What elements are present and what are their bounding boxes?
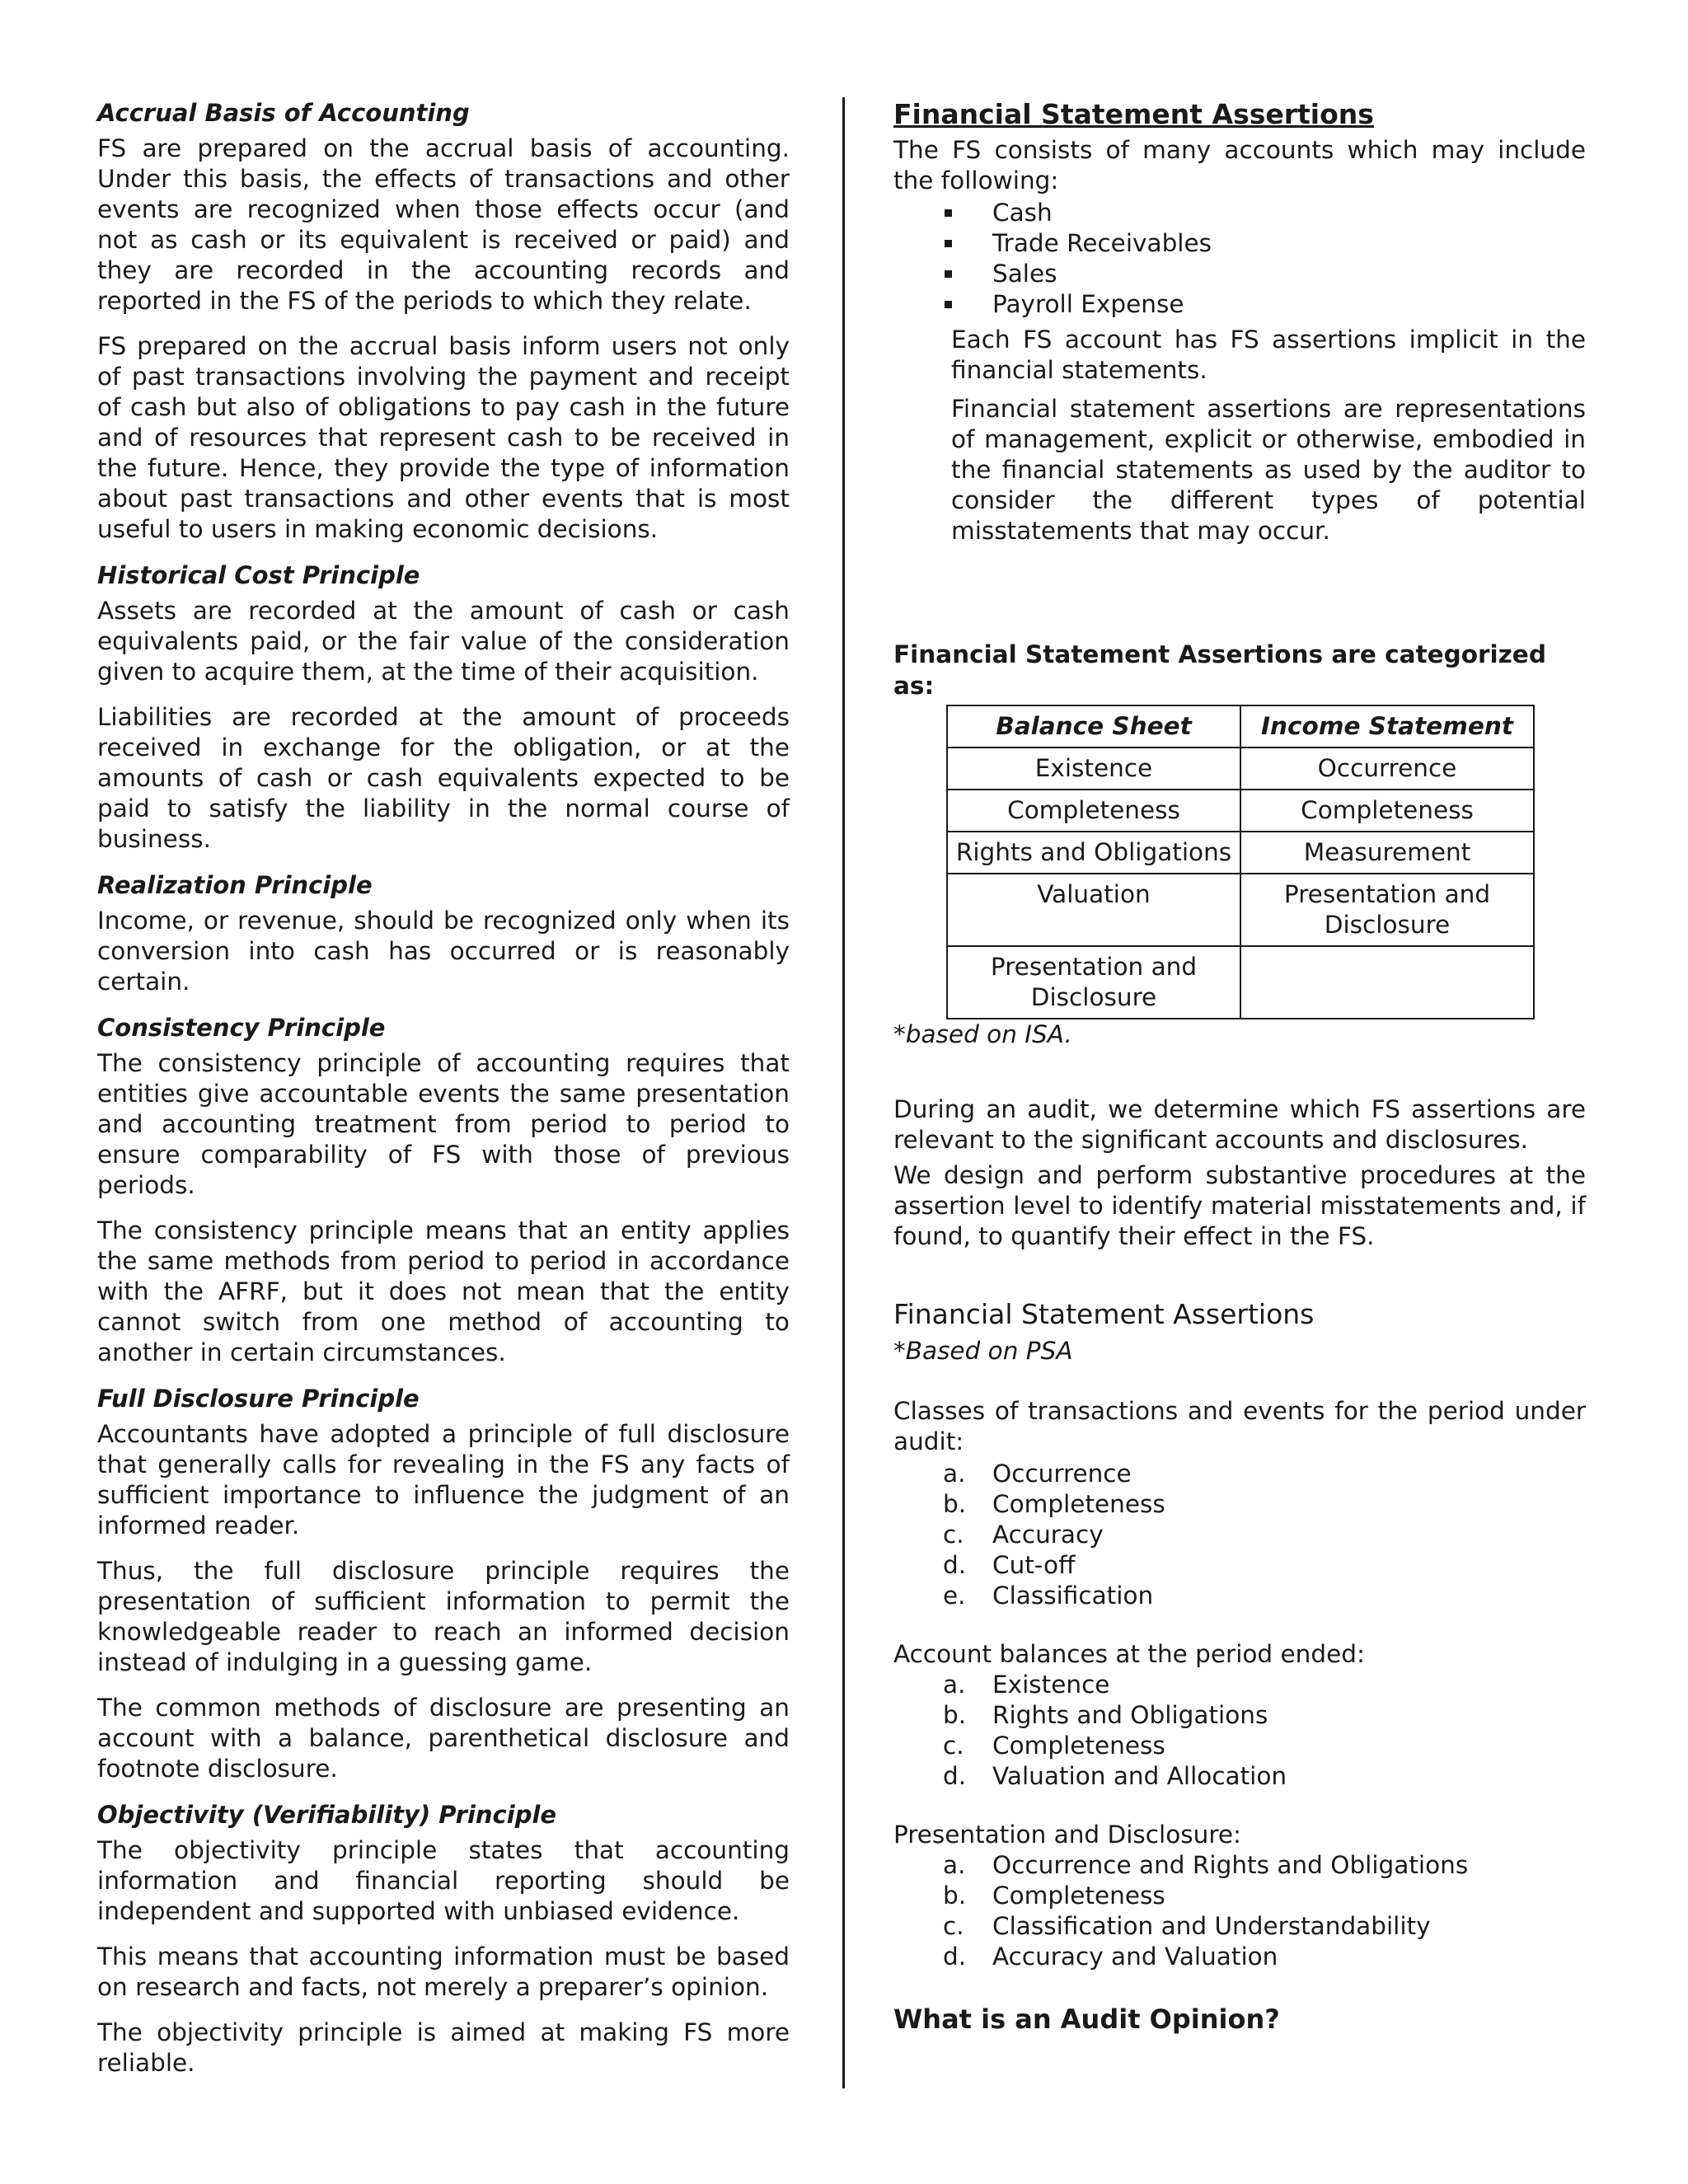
historical-cost-paragraph-1: Assets are recorded at the amount of cash or cash equivalents paid, or the fair value of the consideration given to acquire them, at the time of their acquisition.	[97, 597, 790, 686]
table-cell	[1240, 946, 1534, 1019]
list-item	[893, 1489, 1586, 1520]
realization-heading: Realization Principle	[97, 871, 373, 899]
fs-intro: The FS consists of many accounts which may include the following:	[893, 136, 1586, 194]
psa-title: Financial Statement Assertions	[893, 1298, 1315, 1330]
table-row	[947, 874, 1534, 946]
table-cell: Valuation	[947, 874, 1240, 946]
list-text: Existence	[992, 1671, 1110, 1699]
table-row	[947, 748, 1534, 790]
assertions-paragraph-1: Each FS account has FS assertions implicit in the financial statements.	[951, 326, 1586, 384]
categorized-heading: Financial Statement Assertions are categorized as:	[893, 640, 1546, 700]
table-cell: Measurement	[1240, 832, 1534, 874]
table-row	[947, 946, 1534, 1019]
table-cell: Completeness	[1240, 790, 1534, 832]
list-label: e.	[943, 1582, 966, 1610]
list-text: Rights and Obligations	[992, 1701, 1268, 1729]
left-column	[97, 97, 790, 2093]
list-text: Occurrence	[992, 1460, 1132, 1488]
balances-intro: Account balances at the period ended:	[893, 1640, 1365, 1668]
objectivity-heading: Objectivity (Verifiability) Principle	[97, 1801, 557, 1829]
consistency-heading: Consistency Principle	[97, 1014, 386, 1042]
table-row	[947, 832, 1534, 874]
list-item: Cash	[893, 198, 1586, 228]
table-cell: Occurrence	[1240, 748, 1534, 790]
list-item	[893, 1459, 1586, 1489]
accrual-paragraph-2: FS prepared on the accrual basis inform users not only of past transactions involving the payment and receipt of cash but also of obligations to pay cash in the future and of resources that represent cash to be received in the future. Hence, they provide the type of information about past transactions and other events that is most useful to users in making economic decisions.	[97, 332, 790, 543]
objectivity-paragraph-2: This means that accounting information must be based on research and facts, not merely a preparer’s opinion.	[97, 1943, 790, 2001]
list-label: d.	[943, 1943, 967, 1971]
accrual-heading: Accrual Basis of Accounting	[97, 99, 470, 127]
realization-paragraph-1: Income, or revenue, should be recognized only when its conversion into cash has occurred or is reasonably certain.	[97, 907, 790, 996]
column-divider	[842, 97, 845, 2088]
list-text: Classification	[992, 1582, 1154, 1610]
full-disclosure-paragraph-3: The common methods of disclosure are presenting an account with a balance, parenthetical disclosure and footnote disclosure.	[97, 1694, 790, 1783]
table-cell: Presentation and Disclosure	[947, 946, 1240, 1019]
list-item: Sales	[893, 259, 1586, 289]
list-item	[893, 1581, 1586, 1611]
list-item: Trade Receivables	[893, 228, 1586, 259]
list-label: a.	[943, 1851, 966, 1879]
list-label: b.	[943, 1490, 967, 1518]
isa-note: *based on ISA.	[893, 1020, 1072, 1048]
table-header-row	[947, 705, 1534, 748]
table-cell: Presentation and Disclosure	[1240, 874, 1534, 946]
list-label: d.	[943, 1551, 967, 1579]
classes-intro: Classes of transactions and events for the period under audit:	[893, 1397, 1586, 1455]
full-disclosure-heading: Full Disclosure Principle	[97, 1385, 420, 1413]
full-disclosure-paragraph-1: Accountants have adopted a principle of full disclosure that generally calls for revealing in the FS any facts of sufficient importance to influence the judgment of an informed reader.	[97, 1420, 790, 1540]
table-header-income-statement: Income Statement	[1240, 705, 1534, 748]
audit-paragraph-1: During an audit, we determine which FS assertions are relevant to the significant accounts and disclosures.	[893, 1095, 1586, 1154]
list-item	[893, 1850, 1586, 1881]
table-cell: Existence	[947, 748, 1240, 790]
psa-note: *Based on PSA	[893, 1337, 1073, 1365]
fs-assertions-title: Financial Statement Assertions	[893, 98, 1374, 130]
accounts-list	[893, 198, 1586, 320]
list-item	[893, 1761, 1586, 1792]
table-cell: Completeness	[947, 790, 1240, 832]
consistency-paragraph-2: The consistency principle means that an entity applies the same methods from period to period in accordance with the AFRF, but it does not mean that the entity cannot switch from one method of accounting to another in certain circumstances.	[97, 1216, 790, 1366]
list-label: d.	[943, 1762, 967, 1790]
list-label: a.	[943, 1460, 966, 1488]
audit-paragraph-2: We design and perform substantive procedures at the assertion level to identify material misstatements and, if found, to quantify their effect in the FS.	[893, 1161, 1586, 1250]
table-row	[947, 790, 1534, 832]
objectivity-paragraph-3: The objectivity principle is aimed at making FS more reliable.	[97, 2018, 790, 2077]
list-text: Completeness	[992, 1732, 1165, 1760]
list-item	[893, 1520, 1586, 1550]
historical-cost-paragraph-2: Liabilities are recorded at the amount of proceeds received in exchange for the obligation, or at the amounts of cash or cash equivalents expected to be paid to satisfy the liability in the normal course of business.	[97, 703, 790, 853]
list-item	[893, 1670, 1586, 1700]
list-item: Payroll Expense	[893, 289, 1586, 320]
list-text: Accuracy	[992, 1521, 1104, 1549]
list-text: Completeness	[992, 1882, 1165, 1910]
list-text: Occurrence and Rights and Obligations	[992, 1851, 1469, 1879]
right-column	[893, 97, 1586, 2036]
list-text: Classification and Understandability	[992, 1912, 1431, 1940]
list-label: b.	[943, 1882, 967, 1910]
table-cell: Rights and Obligations	[947, 832, 1240, 874]
list-text: Valuation and Allocation	[992, 1762, 1287, 1790]
audit-opinion-question: What is an Audit Opinion?	[893, 2004, 1280, 2035]
list-label: c.	[943, 1912, 964, 1940]
objectivity-paragraph-1: The objectivity principle states that accounting information and financial reporting should be independent and supported with unbiased evidence.	[97, 1836, 790, 1925]
list-item	[893, 1550, 1586, 1581]
accrual-paragraph-1: FS are prepared on the accrual basis of accounting. Under this basis, the effects of transactions and other events are recognized when those effects occur (and not as cash or its equivalent is received or paid) and they are recorded in the accounting records and reported in the FS of the periods to which they relate.	[97, 134, 790, 315]
assertions-paragraph-2: Financial statement assertions are representations of management, explicit or otherwise, embodied in the financial statements as used by the auditor to consider the different types of potential misstatements that may occur.	[951, 395, 1586, 545]
list-label: c.	[943, 1732, 964, 1760]
list-text: Completeness	[992, 1490, 1165, 1518]
assertions-table	[946, 705, 1535, 1019]
full-disclosure-paragraph-2: Thus, the full disclosure principle requires the presentation of sufficient information to permit the knowledgeable reader to reach an informed decision instead of indulging in a guessing game.	[97, 1557, 790, 1676]
consistency-paragraph-1: The consistency principle of accounting requires that entities give accountable events the same presentation and accounting treatment from period to period to ensure comparability of FS with those of previous periods.	[97, 1049, 790, 1199]
list-text: Cut-off	[992, 1551, 1076, 1579]
list-text: Accuracy and Valuation	[992, 1943, 1278, 1971]
balances-list	[893, 1670, 1586, 1792]
list-item	[893, 1881, 1586, 1911]
list-label: b.	[943, 1701, 967, 1729]
historical-cost-heading: Historical Cost Principle	[97, 561, 420, 589]
list-label: a.	[943, 1671, 966, 1699]
list-item	[893, 1942, 1586, 1972]
list-label: c.	[943, 1521, 964, 1549]
list-item	[893, 1700, 1586, 1731]
presentation-intro: Presentation and Disclosure:	[893, 1821, 1241, 1849]
table-header-balance-sheet: Balance Sheet	[947, 705, 1240, 748]
list-item	[893, 1731, 1586, 1761]
list-item	[893, 1911, 1586, 1942]
presentation-list	[893, 1850, 1586, 1972]
classes-list	[893, 1459, 1586, 1611]
